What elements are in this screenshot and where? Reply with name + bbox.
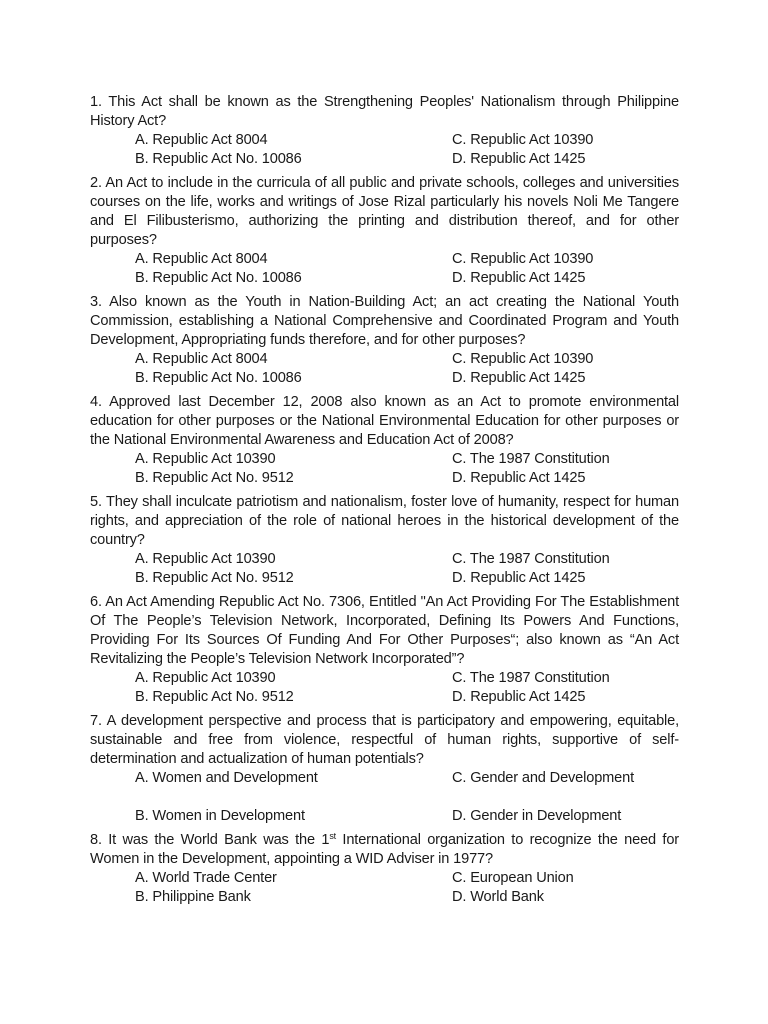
question-stem: 1. This Act shall be known as the Strengthening Peoples' Nationalism through Philippine History Act? — [90, 94, 679, 129]
answer-options — [90, 250, 679, 288]
option-c: C. Republic Act 10390 — [452, 132, 594, 148]
answer-options — [90, 131, 679, 169]
question-5 — [90, 493, 679, 588]
option-b: B. Republic Act No. 9512 — [135, 470, 294, 486]
option-a: A. Republic Act 8004 — [135, 132, 268, 148]
option-c: C. The 1987 Constitution — [452, 670, 610, 686]
option-d: D. Republic Act 1425 — [452, 270, 586, 286]
option-b: B. Philippine Bank — [135, 889, 251, 905]
option-b: B. Republic Act No. 10086 — [135, 270, 302, 286]
option-d: D. Republic Act 1425 — [452, 570, 586, 586]
question-6 — [90, 593, 679, 707]
question-stem — [90, 831, 679, 869]
question-8 — [90, 831, 679, 907]
option-b: B. Republic Act No. 10086 — [135, 151, 302, 167]
question-stem: 5. They shall inculcate patriotism and nationalism, foster love of humanity, respect for human rights, and appreciation of the role of national heroes in the historical development of the country? — [90, 494, 679, 548]
answer-options — [90, 350, 679, 388]
option-c: C. The 1987 Constitution — [452, 451, 610, 467]
option-d: D. Republic Act 1425 — [452, 151, 586, 167]
option-c: C. Republic Act 10390 — [452, 351, 594, 367]
option-c: C. Gender and Development — [452, 770, 635, 786]
ordinal-superscript: st — [329, 831, 337, 841]
option-d: D. Republic Act 1425 — [452, 470, 586, 486]
stem-text-start: 8. It was the World Bank was the 1 — [90, 832, 330, 848]
option-a: A. Republic Act 10390 — [135, 670, 276, 686]
option-a: A. Republic Act 8004 — [135, 251, 268, 267]
option-a: A. Republic Act 10390 — [135, 551, 276, 567]
option-d: D. Republic Act 1425 — [452, 370, 586, 386]
option-b: B. Women in Development — [135, 808, 305, 824]
option-d: D. Gender in Development — [452, 808, 622, 824]
answer-options — [90, 869, 679, 907]
question-4 — [90, 393, 679, 488]
answer-options — [90, 769, 679, 826]
question-stem: 3. Also known as the Youth in Nation-Building Act; an act creating the National Youth Commission, establishing a National Comprehensive and Coordinated Program and Youth Development, Appropriating funds therefore, and for other purposes? — [90, 294, 679, 348]
option-c: C. The 1987 Constitution — [452, 551, 610, 567]
option-c: C. Republic Act 10390 — [452, 251, 594, 267]
answer-options — [90, 669, 679, 707]
option-c: C. European Union — [452, 870, 574, 886]
answer-options — [90, 450, 679, 488]
question-stem: 2. An Act to include in the curricula of all public and private schools, colleges and universities courses on the life, works and writings of Jose Rizal particularly his novels Noli Me Tangere and El Filibusterismo, authorizing the printing and distribution thereof, and for other purposes? — [90, 175, 679, 248]
option-a: A. World Trade Center — [135, 870, 277, 886]
answer-options — [90, 550, 679, 588]
option-a: A. Women and Development — [135, 770, 318, 786]
question-stem: 7. A development perspective and process that is participatory and empowering, equitable, sustainable and free from violence, respectful of human rights, supportive of self-determination and actualization of human potentials? — [90, 713, 679, 767]
stem-text-end: International organization to recognize the need for Women in the Development, appointing a WID Adviser in 1977? — [90, 832, 679, 867]
question-stem: 6. An Act Amending Republic Act No. 7306, Entitled "An Act Providing For The Establishment Of The People’s Television Network, Incorporated, Defining Its Powers And Functions, Providing For Its Sources Of Funding And For Other Purposes“; also known as “An Act Revitalizing the People’s Television Network Incorporated”? — [90, 594, 679, 667]
option-d: D. World Bank — [452, 889, 544, 905]
question-3 — [90, 293, 679, 388]
option-a: A. Republic Act 8004 — [135, 351, 268, 367]
question-stem: 4. Approved last December 12, 2008 also known as an Act to promote environmental education for other purposes or the National Environmental Education for other purposes or the National Environmental Awareness and Education Act of 2008? — [90, 394, 679, 448]
question-7 — [90, 712, 679, 826]
question-2 — [90, 174, 679, 288]
question-1 — [90, 93, 679, 169]
option-a: A. Republic Act 10390 — [135, 451, 276, 467]
option-b: B. Republic Act No. 9512 — [135, 689, 294, 705]
option-b: B. Republic Act No. 9512 — [135, 570, 294, 586]
option-b: B. Republic Act No. 10086 — [135, 370, 302, 386]
option-d: D. Republic Act 1425 — [452, 689, 586, 705]
